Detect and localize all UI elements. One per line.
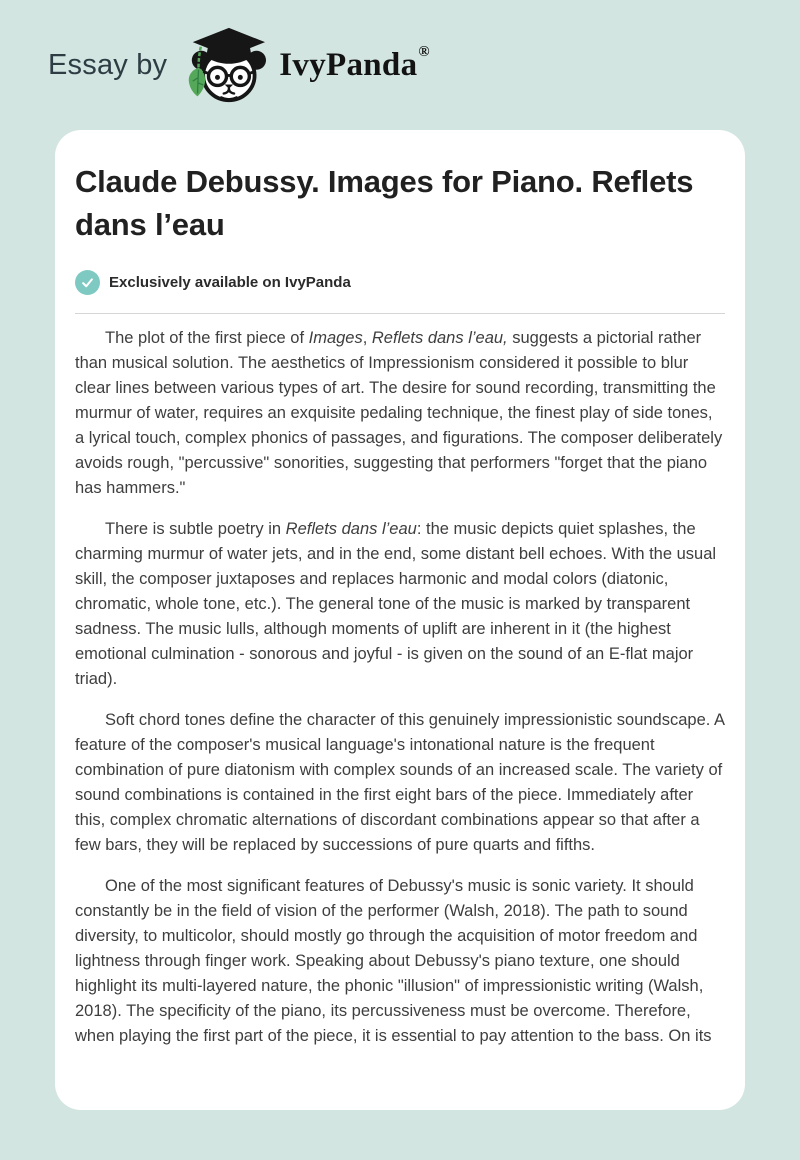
registered-mark: ®: [418, 43, 430, 60]
essay-by-label: Essay by: [48, 48, 168, 81]
essay-paragraph: Soft chord tones define the character of this genuinely impressionistic soundscape. A feature of the composer's musical language's intonational nature is the frequent combination of pure diatonism with complex sounds of an increased scale. The variety of sound combinations is contained in the first eight bars of the piece. Immediately after this, complex chromatic alternations of discordant combinations appear so that after a few bars, they will be replaced by successions of pure quarts and fifths.: [75, 711, 725, 854]
panda-logo-icon: [181, 26, 273, 104]
exclusive-badge: [75, 270, 725, 295]
badge-label: Exclusively available on IvyPanda: [109, 274, 351, 291]
brand-name: IvyPanda: [279, 46, 418, 83]
essay-body: [75, 326, 725, 1049]
divider: [75, 313, 725, 314]
site-header: [0, 0, 800, 130]
ivypanda-logo[interactable]: [181, 26, 428, 104]
check-icon: [75, 270, 100, 295]
essay-title: Claude Debussy. Images for Piano. Reflets dans l’eau: [75, 164, 694, 242]
essay-paragraph: One of the most significant features of Debussy's music is sonic variety. It should constantly be in the field of vision of the performer (Walsh, 2018). The path to sound diversity, to multicolor, should mostly go through the acquisition of motor freedom and lightness through finger work. Speaking about Debussy's piano texture, one should highlight its multi-layered nature, the phonic "illusion" of impressionistic writing (Walsh, 2018). The specificity of the piano, its percussiveness must be overcome. Therefore, when playing the first part of the piece, it is essential to pay attention to the bass. On its: [75, 877, 712, 1045]
essay-paragraph: There is subtle poetry in Reflets dans l’eau: the music depicts quiet splashes, the charming murmur of water jets, and in the end, some distant bell echoes. With the usual skill, the composer juxtaposes and replaces harmonic and modal colors (diatonic, chromatic, whole tone, etc.). The general tone of the music is marked by transparent sadness. The music lulls, although moments of uplift are inherent in it (the highest emotional culmination - sonorous and joyful - is given on the sound of an E-flat major triad).: [75, 520, 717, 688]
essay-paragraph: The plot of the first piece of Images, Reflets dans l’eau, suggests a pictorial rather than musical solution. The aesthetics of Impressionism considered it possible to blur clear lines between various types of art. The desire for sound recording, transmitting the murmur of water, requires an exquisite pedaling technique, the finest play of side tones, a lyrical touch, complex phonics of passages, and figurations. The composer deliberately avoids rough, "percussive" sonorities, suggesting that performers "forget that the piano has hammers.": [75, 329, 723, 497]
essay-card: [55, 130, 745, 1110]
